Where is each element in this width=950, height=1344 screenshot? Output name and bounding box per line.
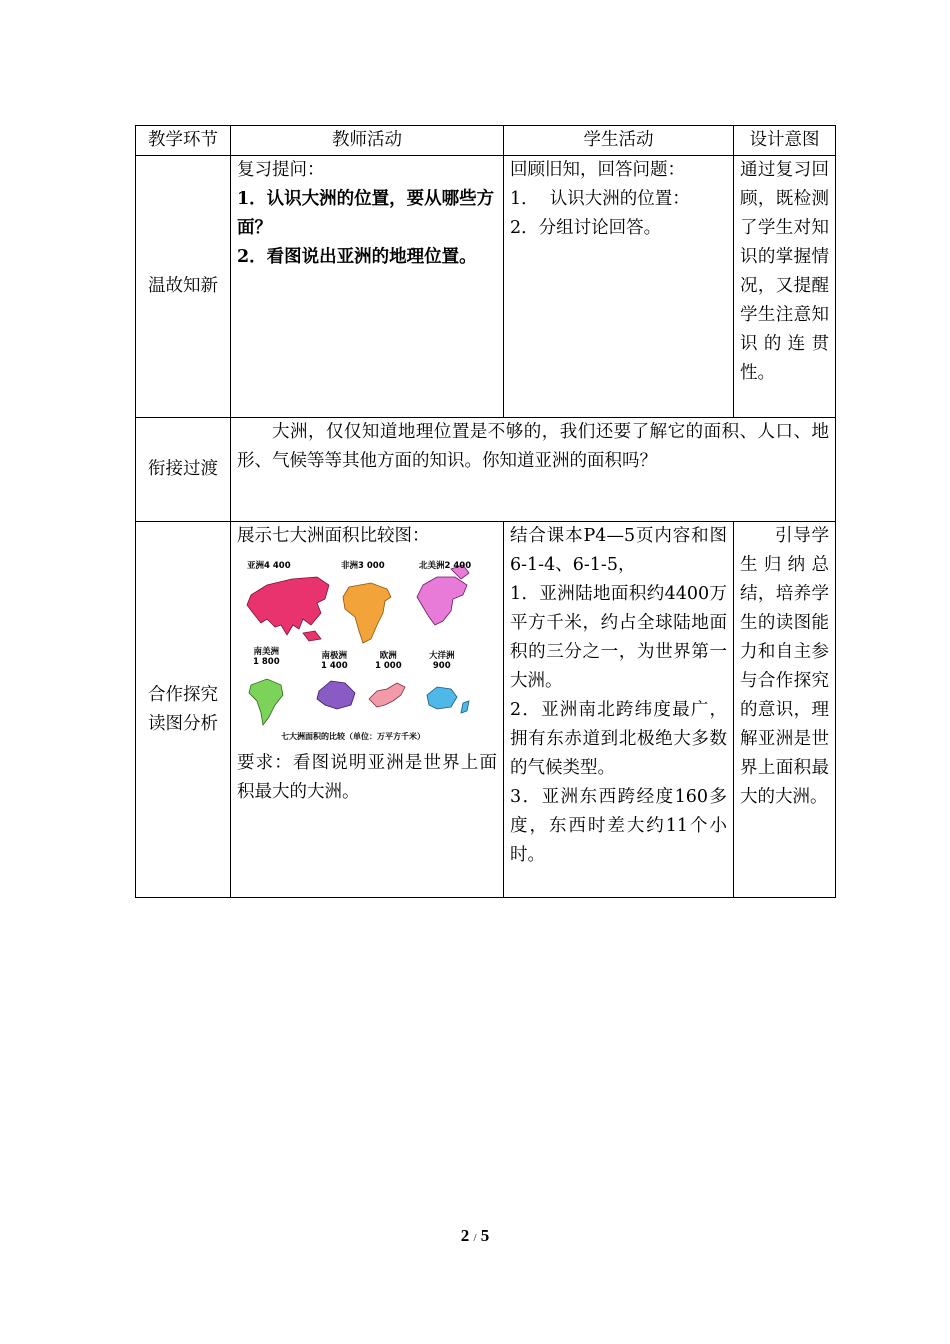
- europe-shape: [369, 683, 405, 707]
- north-america-label: 北美洲2 400: [419, 561, 472, 571]
- teacher-cell: [231, 156, 504, 418]
- student-answer-1: 1． 认识大洲的位置：: [510, 189, 690, 209]
- asia-shape: [247, 577, 329, 635]
- table-row: [136, 522, 836, 898]
- teacher-cell: [231, 522, 504, 898]
- header-intent: 设计意图: [734, 126, 836, 156]
- intent-cell: 引导学生归纳总结，培养学生的读图能力和自主参与合作探究的意识，理解亚洲是世界上面积最大的大洲。: [734, 522, 836, 898]
- transition-text: 大洲，仅仅知道地理位置是不够的，我们还要了解它的面积、人口、地形、气候等等其他方面的知识。你知道亚洲的面积吗？: [231, 418, 836, 522]
- table-header-row: [136, 126, 836, 156]
- asia-label: 亚洲4 400: [247, 561, 291, 571]
- antarctica-shape: [317, 681, 355, 709]
- continent-area-figure: [237, 555, 485, 745]
- teacher-intro: 展示七大洲面积比较图：: [237, 526, 430, 546]
- north-america-shape: [417, 577, 467, 625]
- teacher-question-1: 1．认识大洲的位置，要从哪些方面？: [237, 189, 495, 238]
- africa-shape: [343, 583, 391, 643]
- student-point-1: 1．亚洲陆地面积约4400万平方千米，约占全球陆地面积的三分之一，为世界第一大洲。: [510, 584, 727, 691]
- lesson-plan-table: [135, 125, 836, 898]
- stage-cell: [136, 522, 231, 898]
- stage-line-1: 合作探究: [148, 684, 218, 705]
- page-number: 2 / 5: [460, 1226, 490, 1245]
- student-intro: 回顾旧知，回答问题：: [510, 160, 685, 180]
- new-zealand-shape: [461, 701, 469, 713]
- student-cell: [504, 156, 734, 418]
- header-teacher: 教师活动: [231, 126, 504, 156]
- header-student: 学生活动: [504, 126, 734, 156]
- student-intro: 结合课本P4—5页内容和图6-1-4、6-1-5，: [510, 526, 727, 575]
- student-point-2: 2．亚洲南北跨纬度最广，拥有东赤道到北极绝大多数的气候类型。: [510, 700, 727, 778]
- oceania-label: 大洋洲 900: [429, 651, 455, 671]
- table-row: [136, 156, 836, 418]
- africa-label: 非洲3 000: [341, 561, 385, 571]
- figure-caption: 七大洲面积的比较（单位：万平方千米）: [281, 732, 425, 741]
- intent-cell: 通过复习回顾，既检测了学生对知识的掌握情况，又提醒学生注意知识的连贯性。: [734, 156, 836, 418]
- student-cell: [504, 522, 734, 898]
- student-point-3: 3．亚洲东西跨经度160多度，东西时差大约11个小时。: [510, 787, 727, 865]
- student-answer-2: 2．分组讨论回答。: [510, 218, 662, 238]
- table-row: [136, 418, 836, 522]
- asia-islands: [303, 631, 321, 641]
- stage-cell: 温故知新: [136, 156, 231, 418]
- teacher-requirement: 要求：看图说明亚洲是世界上面积最大的大洲。: [237, 753, 497, 802]
- teacher-question-2: 2．看图说出亚洲的地理位置。: [237, 247, 477, 267]
- teacher-intro: 复习提问：: [237, 160, 325, 180]
- south-america-shape: [249, 679, 283, 725]
- header-stage: 教学环节: [136, 126, 231, 156]
- south-america-label: 南美洲 1 800: [253, 647, 280, 667]
- oceania-shape: [427, 687, 457, 709]
- europe-label: 欧洲 1 000: [375, 651, 402, 671]
- antarctica-label: 南极洲 1 400: [321, 651, 348, 671]
- stage-cell: 衔接过渡: [136, 418, 231, 522]
- stage-line-2: 读图分析: [148, 713, 218, 734]
